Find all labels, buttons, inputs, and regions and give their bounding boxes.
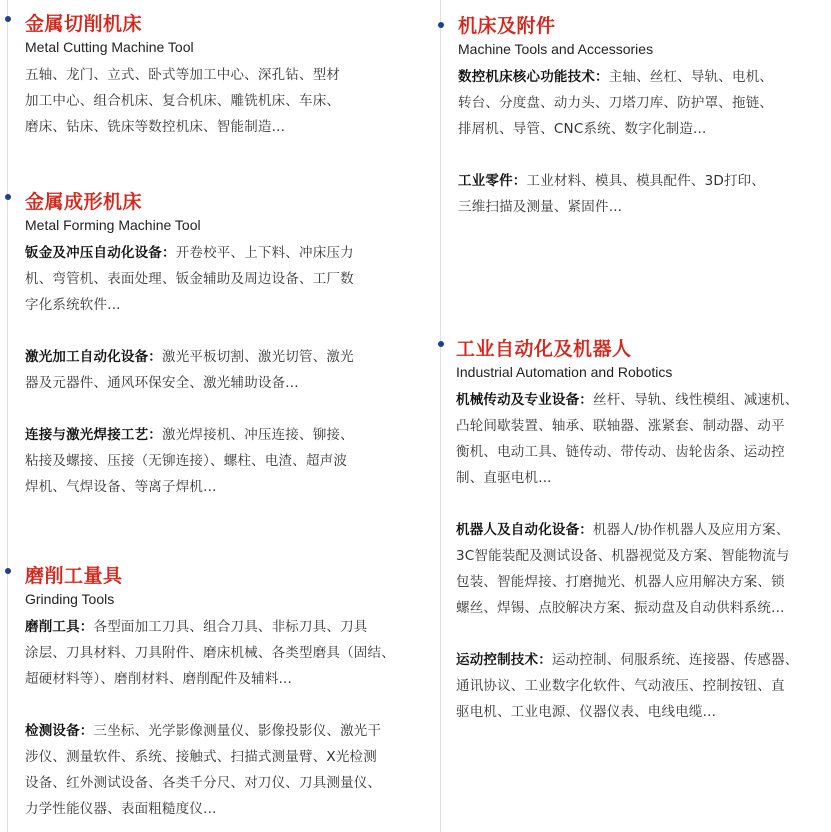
- section-title: 工业自动化及机器人: [456, 338, 632, 360]
- section-subtitle: Metal Forming Machine Tool: [25, 217, 201, 233]
- paragraph-label: 机器人及自动化设备：: [456, 522, 593, 538]
- paragraph-text: 各型面加工刀具、组合刀具、非标刀具、刀具: [93, 619, 368, 635]
- paragraph-label: 激光加工自动化设备：: [25, 349, 162, 365]
- paragraph-line: 五轴、龙门、立式、卧式等加工中心、深孔钻、型材: [25, 67, 341, 83]
- paragraph-line: 通讯协议、工业数字化软件、气动液压、控制按钮、直: [456, 678, 785, 694]
- section-automation: [456, 337, 799, 725]
- paragraph-label: 连接与激光焊接工艺：: [25, 427, 162, 443]
- section-subtitle: Industrial Automation and Robotics: [456, 364, 673, 380]
- paragraph-line: [25, 718, 395, 744]
- paragraph-label: 磨削工具：: [25, 619, 94, 635]
- section-metal-cutting: [25, 12, 340, 140]
- paragraph-line: 机、弯管机、表面处理、钣金辅助及周边设备、工厂数: [25, 271, 354, 287]
- paragraph-text: 开卷校平、上下料、冲床压力: [175, 245, 354, 261]
- paragraph-line: 器及元器件、通风环保安全、激光辅助设备...: [25, 375, 299, 391]
- paragraph-line: 设备、红外测试设备、各类千分尺、对刀仪、刀具测量仪、: [25, 775, 382, 791]
- paragraph-text: 工业材料、模具、模具配件、3D打印、: [526, 173, 766, 189]
- paragraph-line: 涂层、刀具材料、刀具附件、磨床机械、各类型磨具（固结、: [25, 645, 395, 661]
- paragraph-text: 主轴、丝杠、导轨、电机、: [608, 69, 774, 85]
- paragraph-line: [456, 387, 799, 413]
- paragraph-line: 包装、智能焊接、打磨抛光、机器人应用解决方案、锁: [456, 574, 785, 590]
- bullet-dot-icon: [5, 568, 11, 574]
- right-timeline-rail: [440, 0, 441, 832]
- paragraph-line: 超硬材料等）、磨削材料、磨削配件及辅料...: [25, 671, 293, 687]
- section-metal-forming: [25, 190, 354, 500]
- bullet-dot-icon: [5, 16, 11, 22]
- paragraph-line: 涉仪、测量软件、系统、接触式、扫描式测量臂、X光检测: [25, 749, 377, 765]
- paragraph-text: 丝杆、导轨、线性模组、减速机、: [593, 392, 799, 408]
- section-paragraph: [25, 62, 340, 140]
- section-title: 金属成形机床: [25, 191, 143, 213]
- paragraph-label: 运动控制技术：: [456, 652, 552, 668]
- paragraph-line: 3C智能装配及测试设备、机器视觉及方案、智能物流与: [456, 548, 790, 564]
- paragraph-line: [456, 517, 799, 543]
- paragraph-line: 三维扫描及测量、紧固件...: [458, 199, 623, 215]
- paragraph-text: 运动控制、伺服系统、连接器、传感器、: [551, 652, 799, 668]
- section-subtitle: Metal Cutting Machine Tool: [25, 39, 194, 55]
- section-grinding: [25, 564, 395, 822]
- section-subtitle: Machine Tools and Accessories: [458, 41, 654, 57]
- section-paragraph: [25, 718, 395, 822]
- section-paragraph: [456, 387, 799, 491]
- bullet-dot-icon: [438, 22, 444, 28]
- paragraph-label: 数控机床核心功能技术：: [458, 69, 609, 85]
- paragraph-label: 检测设备：: [25, 723, 94, 739]
- paragraph-line: 磨床、钻床、铣床等数控机床、智能制造...: [25, 119, 286, 135]
- paragraph-line: 凸轮间歇装置、轴承、联轴器、涨紧套、制动器、动平: [456, 418, 785, 434]
- paragraph-line: [458, 168, 773, 194]
- section-paragraph: [25, 422, 354, 500]
- paragraph-line: [456, 647, 799, 673]
- bullet-dot-icon: [438, 341, 444, 347]
- section-paragraph: [456, 517, 799, 621]
- paragraph-line: 转台、分度盘、动力头、刀塔刀库、防护罩、拖链、: [458, 95, 774, 111]
- paragraph-line: [25, 614, 395, 640]
- section-machine-tools: [458, 14, 773, 220]
- paragraph-line: 字化系统软件...: [25, 297, 121, 313]
- paragraph-line: [25, 344, 354, 370]
- section-subtitle: Grinding Tools: [25, 591, 115, 607]
- paragraph-line: 粘接及螺接、压接（无铆连接）、螺柱、电渣、超声波: [25, 453, 348, 469]
- paragraph-text: 激光平板切割、激光切管、激光: [162, 349, 354, 365]
- section-paragraph: [25, 240, 354, 318]
- section-paragraph: [458, 168, 773, 220]
- paragraph-line: 制、直驱电机...: [456, 470, 552, 486]
- paragraph-line: [25, 422, 354, 448]
- paragraph-line: 焊机、气焊设备、等离子焊机...: [25, 479, 217, 495]
- paragraph-text: 激光焊接机、冲压连接、铆接、: [162, 427, 354, 443]
- paragraph-label: 机械传动及专业设备：: [456, 392, 593, 408]
- paragraph-text: 机器人/协作机器人及应用方案、: [593, 522, 790, 538]
- paragraph-line: 驱电机、工业电源、仪器仪表、电线电缆...: [456, 704, 717, 720]
- paragraph-line: 力学性能仪器、表面粗糙度仪...: [25, 801, 217, 817]
- paragraph-line: 衡机、电动工具、链传动、带传动、齿轮齿条、运动控: [456, 444, 785, 460]
- paragraph-line: [458, 64, 773, 90]
- paragraph-line: 螺丝、焊锡、点胶解决方案、振动盘及自动供料系统...: [456, 600, 785, 616]
- paragraph-line: [25, 240, 354, 266]
- section-paragraph: [458, 64, 773, 142]
- bullet-dot-icon: [5, 194, 11, 200]
- paragraph-label: 工业零件：: [458, 173, 527, 189]
- section-title: 磨削工量具: [25, 565, 123, 587]
- left-timeline-rail: [7, 0, 8, 832]
- paragraph-line: 排屑机、导管、CNC系统、数字化制造...: [458, 121, 707, 137]
- section-paragraph: [25, 614, 395, 692]
- paragraph-line: 加工中心、组合机床、复合机床、雕铣机床、车床、: [25, 93, 341, 109]
- paragraph-text: 三坐标、光学影像测量仪、影像投影仪、激光干: [93, 723, 382, 739]
- section-title: 机床及附件: [458, 15, 556, 37]
- section-paragraph: [456, 647, 799, 725]
- paragraph-label: 钣金及冲压自动化设备：: [25, 245, 176, 261]
- section-paragraph: [25, 344, 354, 396]
- section-title: 金属切削机床: [25, 13, 143, 35]
